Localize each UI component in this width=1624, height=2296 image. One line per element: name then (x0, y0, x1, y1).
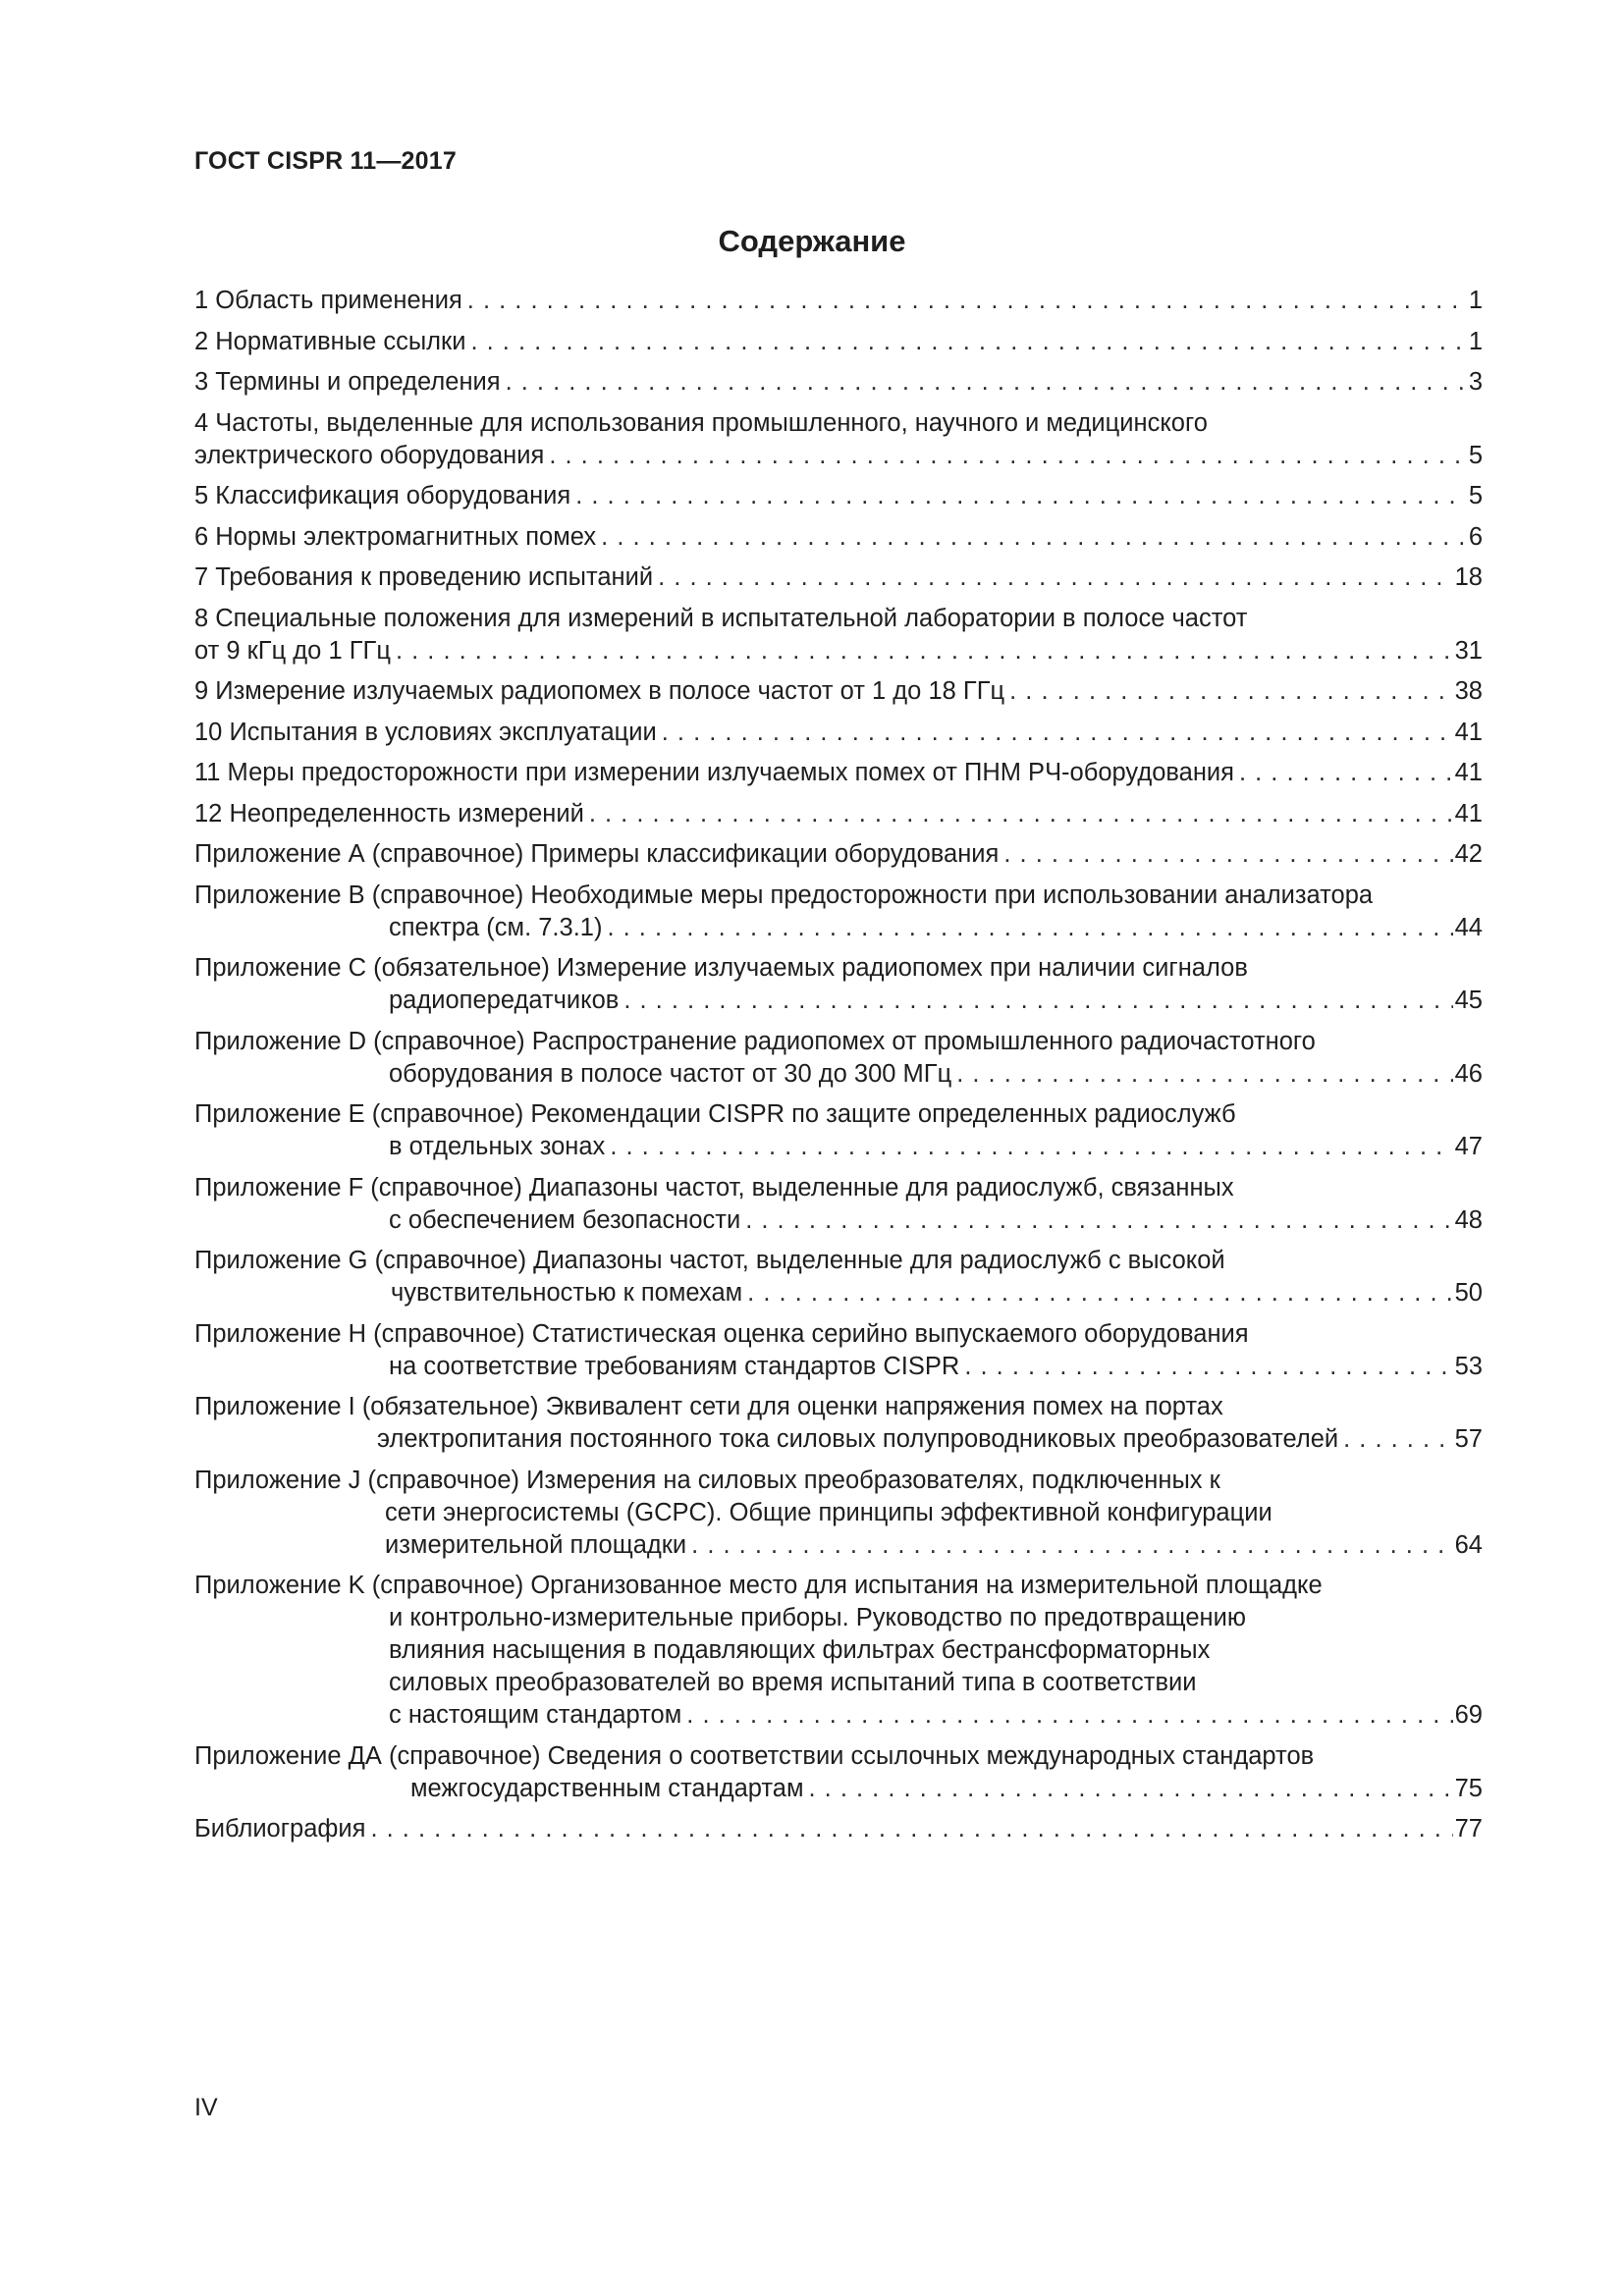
dot-leader (602, 912, 1452, 944)
toc-entry[interactable] (194, 407, 1483, 472)
toc-entry[interactable] (194, 1098, 1483, 1163)
page-number: IV (194, 2094, 218, 2121)
toc-entry[interactable] (194, 326, 1483, 358)
toc-entry-text: чувствительностью к помехам (391, 1279, 743, 1307)
toc-page-number: 50 (1454, 1279, 1483, 1307)
dot-leader (803, 1773, 1452, 1805)
dot-leader (544, 440, 1466, 472)
toc-entry-text: Приложение ДА (справочное) Сведения о соответствии ссылочных международных стандартов (194, 1741, 1315, 1770)
page-title: Содержание (718, 224, 906, 258)
toc-entry-text: 10 Испытания в условиях эксплуатации (194, 718, 657, 746)
toc-page-number: 44 (1454, 913, 1483, 941)
toc-entry-text: электрического оборудования (194, 441, 545, 469)
toc-entry[interactable] (194, 675, 1483, 708)
dot-leader (584, 798, 1453, 830)
dot-leader (1234, 757, 1453, 789)
toc-entry-text: межгосударственным стандартам (410, 1774, 804, 1802)
toc-entry[interactable] (194, 757, 1483, 789)
toc-entry-text: сети энергосистемы (GCPC). Общие принципы эффективной конфигурации (385, 1498, 1272, 1526)
toc-page-number: 1 (1468, 287, 1483, 314)
toc-entry[interactable] (194, 1465, 1483, 1562)
toc-entry[interactable] (194, 603, 1483, 667)
toc-entry-text: 7 Требования к проведению испытаний (194, 563, 654, 591)
dot-leader (653, 561, 1453, 594)
toc-entry[interactable] (194, 798, 1483, 830)
toc-entry-text: Приложение F (справочное) Диапазоны частот, выделенные для радиослужб, связанных (194, 1173, 1234, 1201)
toc-entry[interactable] (194, 1391, 1483, 1456)
toc-entry-text: Приложение J (справочное) Измерения на силовых преобразователях, подключенных к (194, 1466, 1220, 1494)
toc-page-number: 6 (1468, 522, 1483, 551)
toc-entry[interactable] (194, 717, 1483, 749)
toc-entry-text: 11 Меры предосторожности при измерении излучаемых помех от ПНМ РЧ-оборудования (194, 759, 1234, 786)
dot-leader (681, 1699, 1452, 1732)
toc-page-number: 42 (1454, 840, 1483, 868)
toc-entry[interactable] (194, 285, 1483, 317)
toc-entry[interactable] (194, 838, 1483, 871)
dot-leader (501, 366, 1467, 399)
toc-entry[interactable] (194, 366, 1483, 399)
toc-entry[interactable] (194, 1172, 1483, 1237)
dot-leader (596, 521, 1467, 554)
toc-entry-text: Приложение Н (справочное) Статистическая оценка серийно выпускаемого оборудования (194, 1319, 1249, 1348)
toc-page-number: 41 (1454, 799, 1483, 828)
toc-entry[interactable] (194, 561, 1483, 594)
toc-entry-text: 9 Измерение излучаемых радиопомех в полосе частот от 1 до 18 ГГц (194, 677, 1005, 705)
document-code: ГОСТ CISPR 11—2017 (194, 147, 457, 175)
toc-entry-text: 5 Классификация оборудования (194, 482, 571, 509)
toc-entry[interactable] (194, 521, 1483, 554)
toc-page-number: 46 (1454, 1059, 1483, 1088)
toc-entry-text: 12 Неопределенность измерений (194, 799, 584, 828)
dot-leader (570, 480, 1467, 512)
toc-entry-text: Приложение А (справочное) Примеры классификации оборудования (194, 840, 1000, 868)
dot-leader (619, 985, 1452, 1017)
toc-entry-text: Библиография (194, 1815, 366, 1842)
toc-page-number: 45 (1454, 987, 1483, 1014)
toc-entry-text: Приложение С (обязательное) Измерение излучаемых радиопомех при наличии сигналов (194, 954, 1248, 982)
toc-page-number: 48 (1454, 1205, 1483, 1234)
toc-entry-text: 6 Нормы электромагнитных помех (194, 522, 597, 551)
toc-entry[interactable] (194, 880, 1483, 944)
toc-entry[interactable] (194, 1318, 1483, 1383)
toc-page-number: 47 (1454, 1133, 1483, 1160)
dot-leader (391, 635, 1453, 667)
toc-page-number: 41 (1454, 759, 1483, 786)
dot-leader (465, 326, 1466, 358)
toc-entry-text: 1 Область применения (194, 287, 462, 314)
toc-page-number: 38 (1454, 677, 1483, 705)
toc-page-number: 1 (1468, 327, 1483, 355)
toc-entry[interactable] (194, 952, 1483, 1017)
toc-page-number: 5 (1468, 441, 1483, 469)
toc-entry-text: Приложение I (обязательное) Эквивалент сети для оценки напряжения помех на портах (194, 1393, 1223, 1420)
dot-leader (1004, 675, 1453, 708)
toc-entry-text: 3 Термины и определения (194, 368, 501, 396)
toc-page-number: 41 (1454, 718, 1483, 746)
dot-leader (742, 1277, 1452, 1309)
dot-leader (365, 1813, 1452, 1845)
toc-entry-text: Приложение D (справочное) Распространение радиопомех от промышленного радиочастотного (194, 1027, 1316, 1055)
toc-entry-text: с обеспечением безопасности (389, 1205, 741, 1234)
toc-entry-text: 2 Нормативные ссылки (194, 327, 466, 355)
toc-page-number: 31 (1454, 636, 1483, 665)
toc-page-number: 64 (1454, 1530, 1483, 1559)
toc-entry[interactable] (194, 1813, 1483, 1845)
toc-page-number: 69 (1454, 1701, 1483, 1729)
dot-leader (686, 1529, 1452, 1562)
toc-page-number: 18 (1454, 563, 1483, 591)
toc-entry-text: влияния насыщения в подавляющих фильтрах бестрансформаторных (389, 1636, 1211, 1664)
toc-entry-text: Приложение Е (справочное) Рекомендации CISPR по защите определенных радиослужб (194, 1100, 1236, 1128)
toc-entry[interactable] (194, 1026, 1483, 1091)
dot-leader (1338, 1423, 1453, 1456)
toc-entry[interactable] (194, 1740, 1483, 1805)
toc-entry-text: Приложение В (справочное) Необходимые меры предосторожности при использовании анализатора (194, 881, 1374, 909)
toc-entry[interactable] (194, 480, 1483, 512)
dot-leader (605, 1131, 1452, 1163)
toc-entry-text: силовых преобразователей во время испытаний типа в соответствии (389, 1669, 1197, 1696)
toc-entry[interactable] (194, 1570, 1483, 1732)
toc-entry-text: Приложение G (справочное) Диапазоны частот, выделенные для радиослужб с высокой (194, 1247, 1225, 1274)
dot-leader (657, 717, 1453, 749)
toc-page-number: 3 (1468, 368, 1483, 396)
toc-entry-text: оборудования в полосе частот от 30 до 300 МГц (389, 1059, 952, 1088)
toc-page-number: 77 (1454, 1815, 1483, 1842)
toc-page-number: 53 (1454, 1352, 1483, 1380)
toc-entry-text: измерительной площадки (385, 1530, 687, 1559)
toc-entry-text: на соответствие требованиям стандартов CISPR (389, 1352, 960, 1380)
toc-entry-text: 4 Частоты, выделенные для использования промышленного, научного и медицинского (194, 408, 1208, 437)
dot-leader (951, 1058, 1452, 1091)
toc-entry-text: Приложение K (справочное) Организованное место для испытания на измерительной площадке (194, 1572, 1323, 1599)
toc-entry-text: от 9 кГц до 1 ГГц (194, 636, 391, 665)
table-of-contents (194, 285, 1483, 1845)
toc-entry-text: с настоящим стандартом (389, 1701, 682, 1729)
toc-page-number: 75 (1454, 1774, 1483, 1802)
toc-entry-text: радиопередатчиков (389, 987, 620, 1014)
toc-entry-text: спектра (см. 7.3.1) (389, 913, 603, 941)
dot-leader (959, 1351, 1452, 1383)
dot-leader (999, 838, 1452, 871)
dot-leader (462, 285, 1467, 317)
toc-page-number: 5 (1468, 482, 1483, 509)
dot-leader (740, 1204, 1452, 1237)
toc-entry-text: 8 Специальные положения для измерений в испытательной лаборатории в полосе частот (194, 604, 1248, 632)
toc-page-number: 57 (1454, 1425, 1483, 1453)
toc-entry[interactable] (194, 1245, 1483, 1309)
toc-entry-text: в отдельных зонах (389, 1133, 606, 1160)
toc-entry-text: электропитания постоянного тока силовых полупроводниковых преобразователей (377, 1425, 1339, 1453)
toc-entry-text: и контрольно-измерительные приборы. Руководство по предотвращению (389, 1604, 1246, 1631)
